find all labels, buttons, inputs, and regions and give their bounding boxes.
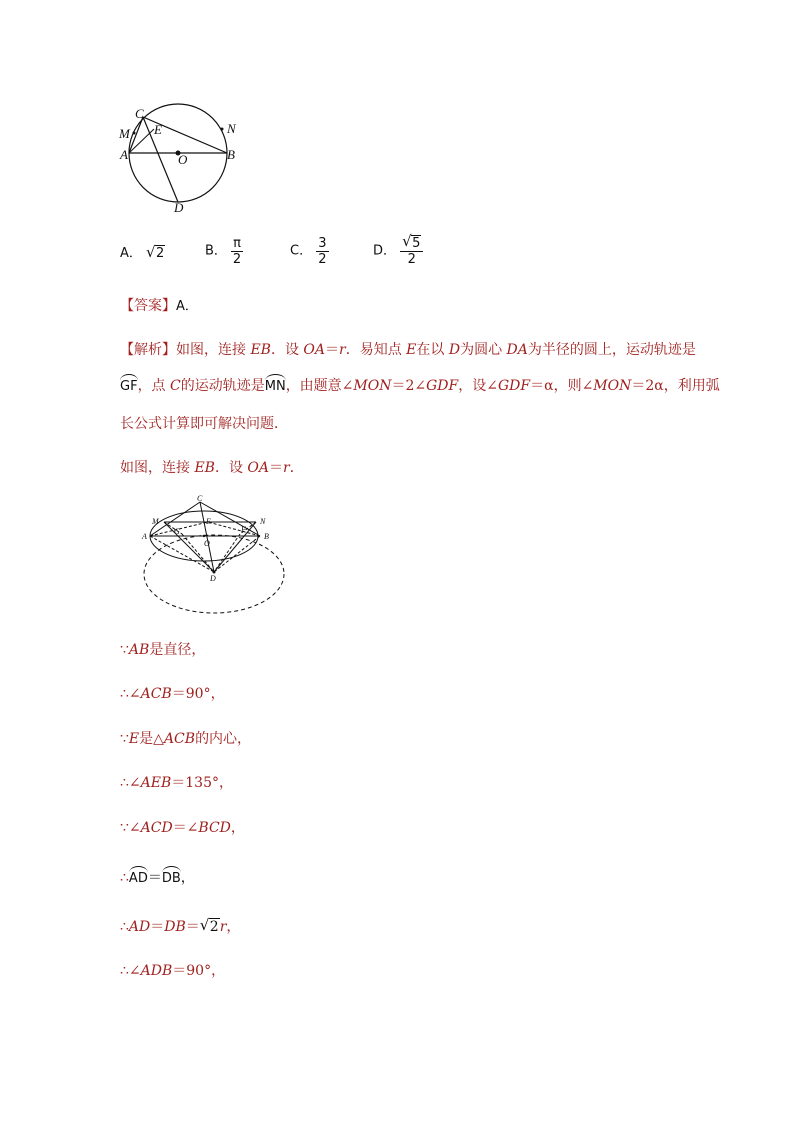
var-r: r: [339, 342, 346, 358]
answer-tag: 【答案】: [120, 298, 176, 314]
step-text: ，: [180, 870, 195, 886]
intro-line: [120, 458, 304, 478]
analysis-text: ＝: [325, 342, 340, 358]
sqrt-sign: [200, 917, 220, 937]
label-D: D: [174, 200, 184, 215]
analysis-text: ＝2α，利用弧: [631, 378, 720, 394]
option-b-prefix: B．: [205, 243, 227, 259]
label-B: B: [227, 147, 235, 162]
var-AEB: AEB: [140, 775, 172, 791]
var-E: E: [406, 342, 417, 358]
option-c-denominator: 2: [318, 252, 327, 267]
analysis-line-1: [120, 340, 696, 360]
analysis-text: 的运动轨迹是: [180, 378, 265, 394]
step-2: [120, 684, 225, 704]
step-1: [120, 640, 205, 660]
intro-text: ．: [289, 460, 304, 476]
symbol: ∴∠: [120, 686, 141, 702]
option-d-radicand: 5: [412, 236, 421, 251]
step-text: ＝∠: [172, 820, 199, 836]
step-8: [120, 961, 225, 981]
option-c-numerator: 3: [318, 236, 327, 251]
step-text: 是△: [139, 731, 164, 747]
analysis-tag: 【解析】: [120, 342, 176, 358]
step-text: ，: [230, 820, 245, 836]
var-E: E: [128, 731, 140, 747]
arc-DB: DB: [162, 866, 181, 889]
analysis-text: ．设: [270, 342, 304, 358]
var-GDF: GDF: [426, 378, 459, 394]
step-text: ＝90°，: [172, 963, 226, 979]
var-r: r: [283, 460, 290, 476]
answer-text: A．: [176, 299, 198, 314]
label-A: A: [120, 147, 128, 162]
label-E: E: [154, 122, 162, 137]
fig2-label-C: C: [197, 494, 203, 503]
var-AD: AD: [128, 919, 151, 935]
fig2-label-D: D: [210, 574, 216, 583]
step-text: ，: [226, 919, 241, 935]
var-ACD: ACD: [140, 820, 173, 836]
var-EB: EB: [250, 342, 271, 358]
fig2-label-E: E: [206, 517, 211, 526]
option-d-denominator: 2: [407, 252, 416, 267]
option-a-sqrt: [146, 244, 165, 264]
step-5: [120, 818, 245, 838]
option-b: [205, 236, 243, 267]
analysis-text: ＝2∠: [391, 378, 427, 394]
step-text: 是直径，: [149, 642, 206, 658]
option-a-radicand: 2: [156, 246, 165, 261]
fig2-label-A: A: [142, 532, 147, 541]
var-AB: AB: [128, 642, 150, 658]
step-7: [120, 917, 240, 937]
var-EB: EB: [194, 460, 215, 476]
fig2-label-M: M: [152, 517, 159, 526]
option-d-prefix: D．: [373, 243, 397, 259]
var-MON: MON: [593, 378, 632, 394]
analysis-text: ，由题意∠: [285, 378, 354, 394]
analysis-text: 如图，连接: [176, 342, 251, 358]
analysis-text: ，点: [137, 378, 171, 394]
analysis-text: 为半径的圆上，运动轨迹是: [527, 342, 696, 358]
figure-construction-diagram: [140, 492, 290, 617]
symbol: ∵∠: [120, 820, 141, 836]
var-C: C: [170, 378, 181, 394]
var-r: r: [219, 919, 227, 935]
option-d-fraction: [400, 236, 423, 267]
step-text: ＝90°，: [171, 686, 225, 702]
intro-text: 如图，连接: [120, 460, 195, 476]
symbol: ∴: [120, 919, 129, 935]
intro-text: ．设: [214, 460, 248, 476]
label-O: O: [178, 152, 188, 167]
var-DB: DB: [164, 919, 186, 935]
option-a-prefix: A．: [120, 246, 142, 261]
step-text: ＝135°，: [171, 775, 233, 791]
analysis-line-2: [120, 374, 720, 397]
symbol: ∴∠: [120, 775, 141, 791]
var-OA: OA: [303, 342, 326, 358]
label-C: C: [135, 106, 144, 121]
option-b-numerator: π: [233, 236, 241, 251]
arc-AD: AD: [129, 866, 148, 889]
analysis-text: ，设∠: [458, 378, 498, 394]
analysis-text: ＝α，则∠: [530, 378, 594, 394]
intro-text: ＝: [269, 460, 284, 476]
radicand: 2: [209, 919, 219, 935]
label-M: M: [119, 126, 130, 141]
step-text: ＝: [185, 919, 200, 935]
option-c: [290, 236, 329, 267]
symbol: ∴: [120, 870, 129, 886]
analysis-text: 在以: [416, 342, 449, 358]
var-BCD: BCD: [198, 820, 231, 836]
option-c-fraction: [316, 236, 328, 267]
var-ACB: ACB: [140, 686, 172, 702]
var-OA: OA: [247, 460, 270, 476]
var-DA: DA: [506, 342, 528, 358]
var-D: D: [448, 342, 461, 358]
analysis-text: 为圆心: [460, 342, 507, 358]
figure-circle-diagram: [112, 96, 252, 216]
arc-GF: GF: [120, 374, 138, 397]
var-MON: MON: [353, 378, 392, 394]
step-3: [120, 729, 251, 749]
var-ACB: ACB: [163, 731, 196, 747]
var-GDF: GDF: [497, 378, 531, 394]
option-d: [373, 236, 423, 267]
step-text: ＝: [150, 919, 165, 935]
option-b-denominator: 2: [232, 252, 242, 267]
step-text: ＝: [147, 870, 162, 886]
option-c-prefix: C．: [290, 243, 313, 259]
symbol: ∴∠: [120, 963, 141, 979]
fig2-label-G: G: [174, 527, 180, 536]
var-ADB: ADB: [140, 963, 173, 979]
step-text: 的内心，: [195, 731, 252, 747]
fig2-label-O: O: [204, 539, 210, 548]
fig2-label-N: N: [260, 517, 266, 526]
step-4: [120, 773, 233, 793]
analysis-line-3: 长公式计算即可解决问题．: [120, 416, 288, 432]
option-a: [120, 244, 165, 264]
arc-MN: MN: [265, 374, 286, 397]
analysis-text: ．易知点: [345, 342, 407, 358]
label-N: N: [227, 121, 236, 136]
option-d-numerator: [400, 236, 423, 252]
fig2-label-B: B: [264, 532, 269, 541]
fig2-label-F: F: [241, 525, 246, 534]
symbol: ∵: [120, 642, 129, 658]
option-b-fraction: [231, 236, 243, 267]
step-6: [120, 866, 195, 889]
answer-line: [120, 296, 198, 317]
symbol: ∵: [120, 731, 129, 747]
